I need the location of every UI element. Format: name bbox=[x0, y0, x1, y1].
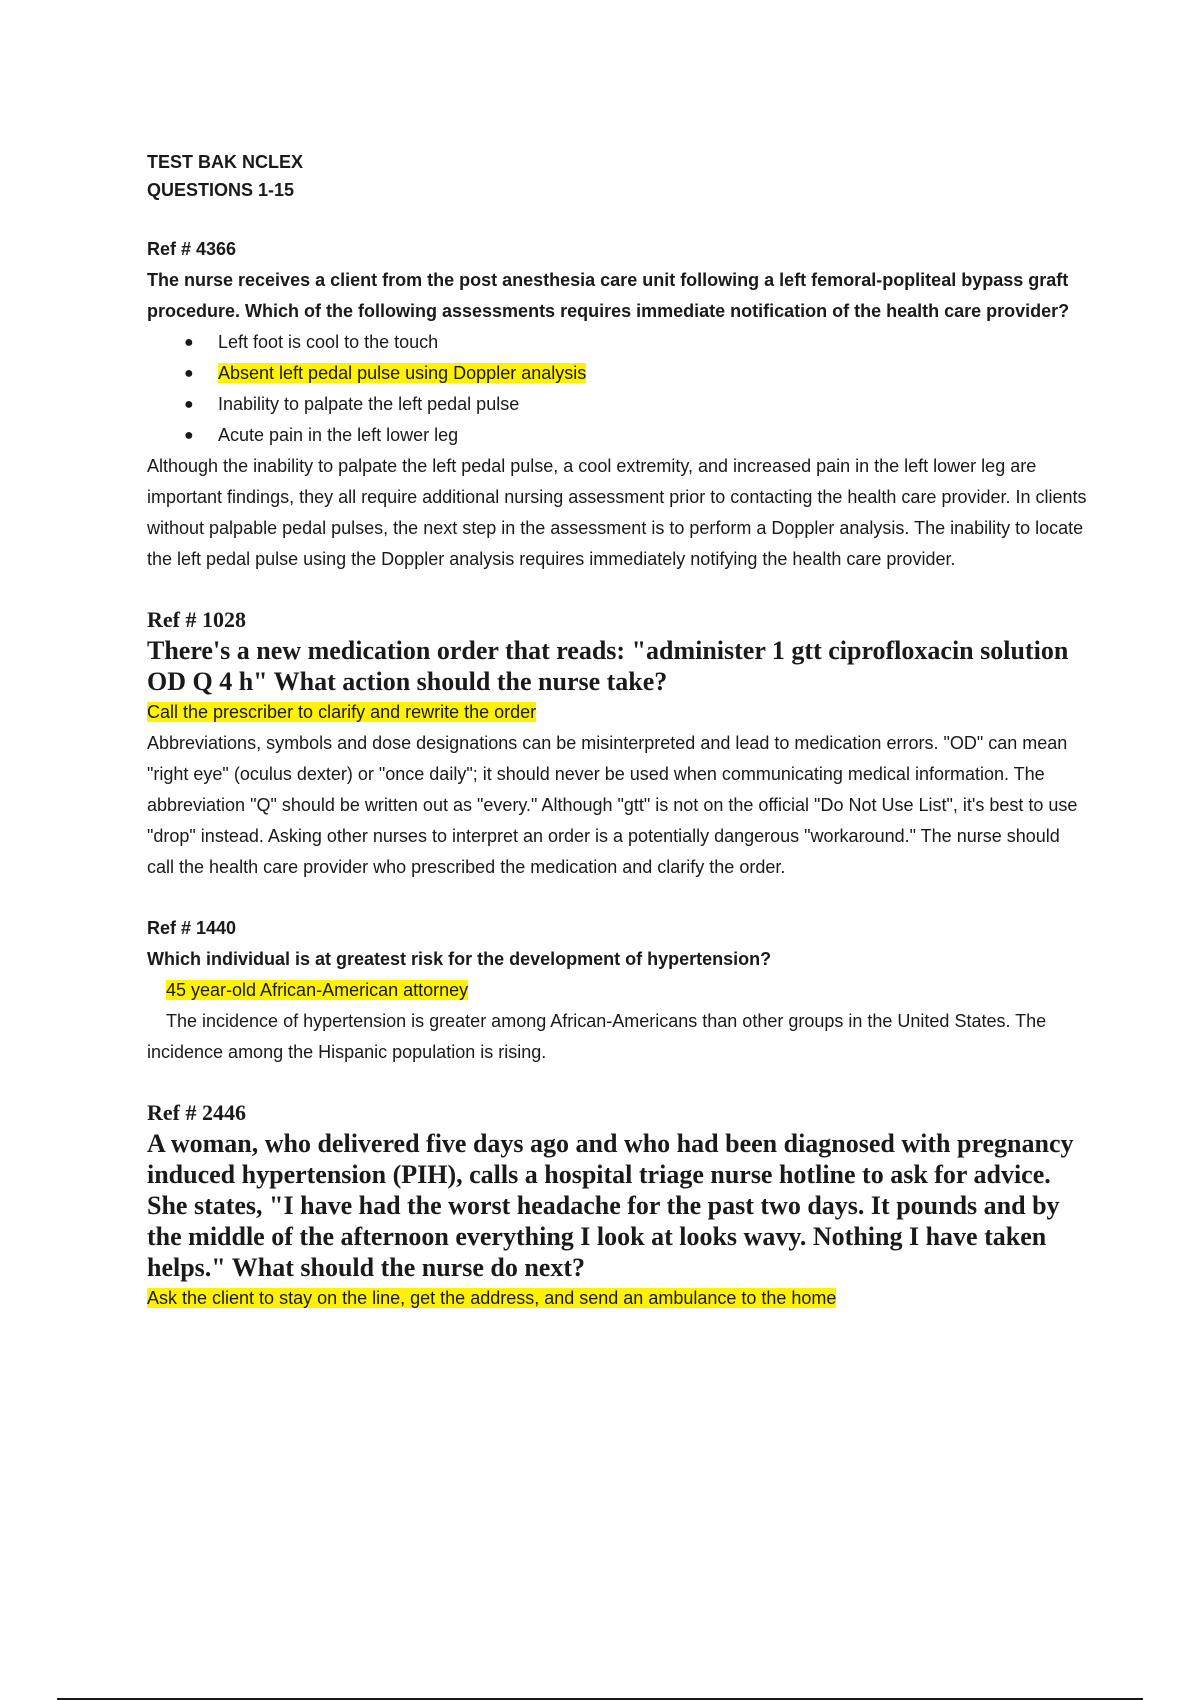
question-text: There's a new medication order that reads: "administer 1 gtt ciprofloxacin solution OD Q 4 h" What action should the nurse take? bbox=[147, 636, 1069, 696]
answer-text-highlighted: 45 year-old African-American attorney bbox=[166, 980, 469, 1000]
option-item bbox=[147, 327, 1087, 358]
question-ref: Ref # 1028 bbox=[147, 607, 246, 632]
question-1028 bbox=[147, 605, 1087, 883]
question-ref: Ref # 2446 bbox=[147, 1100, 246, 1125]
bullet-icon: ● bbox=[184, 427, 194, 444]
option-text: Acute pain in the left lower leg bbox=[218, 425, 459, 445]
answer-text-highlighted: Call the prescriber to clarify and rewrite the order bbox=[147, 702, 537, 722]
document-header bbox=[147, 148, 1087, 204]
question-text: Which individual is at greatest risk for the development of hypertension? bbox=[147, 949, 772, 969]
bullet-icon: ● bbox=[184, 334, 194, 351]
question-ref: Ref # 1440 bbox=[147, 918, 237, 938]
question-text: A woman, who delivered five days ago and who had been diagnosed with pregnancy induced hypertension (PIH), calls a hospital triage nurse hotline to ask for advice. She states, "I have had the worst headache for the past two days. It pounds and by the middle of the afternoon everything I look at looks wavy. Nothing I have taken helps." What should the nurse do next? bbox=[147, 1129, 1074, 1282]
option-item bbox=[147, 420, 1087, 451]
question-ref: Ref # 4366 bbox=[147, 239, 237, 259]
question-4366 bbox=[147, 234, 1087, 575]
option-text: Left foot is cool to the touch bbox=[218, 332, 439, 352]
answer-text-highlighted: Ask the client to stay on the line, get the address, and send an ambulance to the home bbox=[147, 1288, 837, 1308]
option-text-highlighted: Absent left pedal pulse using Doppler analysis bbox=[218, 363, 587, 383]
question-text: The nurse receives a client from the post anesthesia care unit following a left femoral-popliteal bypass graft procedure. Which of the following assessments requires immediate notification of the health care provider? bbox=[147, 270, 1070, 321]
header-subtitle: QUESTIONS 1-15 bbox=[147, 180, 295, 200]
answer-line bbox=[147, 975, 1087, 1006]
question-2446 bbox=[147, 1098, 1087, 1314]
answer-options bbox=[147, 327, 1087, 451]
answer-line bbox=[147, 697, 1087, 728]
option-text: Inability to palpate the left pedal pulse bbox=[218, 394, 520, 414]
rationale-text: Although the inability to palpate the left pedal pulse, a cool extremity, and increased pain in the left lower leg are important findings, they all require additional nursing assessment prior to contacting the health care provider. In clients without palpable pedal pulses, the next step in the assessment is to perform a Doppler analysis. The inability to locate the left pedal pulse using the Doppler analysis requires immediately notifying the health care provider. bbox=[147, 456, 1087, 569]
document-page bbox=[147, 148, 1087, 1314]
rationale-text bbox=[147, 1006, 1087, 1068]
option-item bbox=[147, 389, 1087, 420]
bullet-icon: ● bbox=[184, 396, 194, 413]
bullet-icon: ● bbox=[184, 365, 194, 382]
rationale-text: Abbreviations, symbols and dose designations can be misinterpreted and lead to medication errors. "OD" can mean "right eye" (oculus dexter) or "once daily"; it should never be used when communicating medical information. The abbreviation "Q" should be written out as "every." Although "gtt" is not on the official "Do Not Use List", it's best to use "drop" instead. Asking other nurses to interpret an order is a potentially dangerous "workaround." The nurse should call the health care provider who prescribed the medication and clarify the order. bbox=[147, 733, 1078, 877]
rationale-body: The incidence of hypertension is greater among African-Americans than other groups in the United States. The incidence among the Hispanic population is rising. bbox=[147, 1011, 1047, 1062]
answer-line bbox=[147, 1283, 1087, 1314]
option-item-correct bbox=[147, 358, 1087, 389]
question-1440 bbox=[147, 913, 1087, 1068]
header-title: TEST BAK NCLEX bbox=[147, 152, 304, 172]
